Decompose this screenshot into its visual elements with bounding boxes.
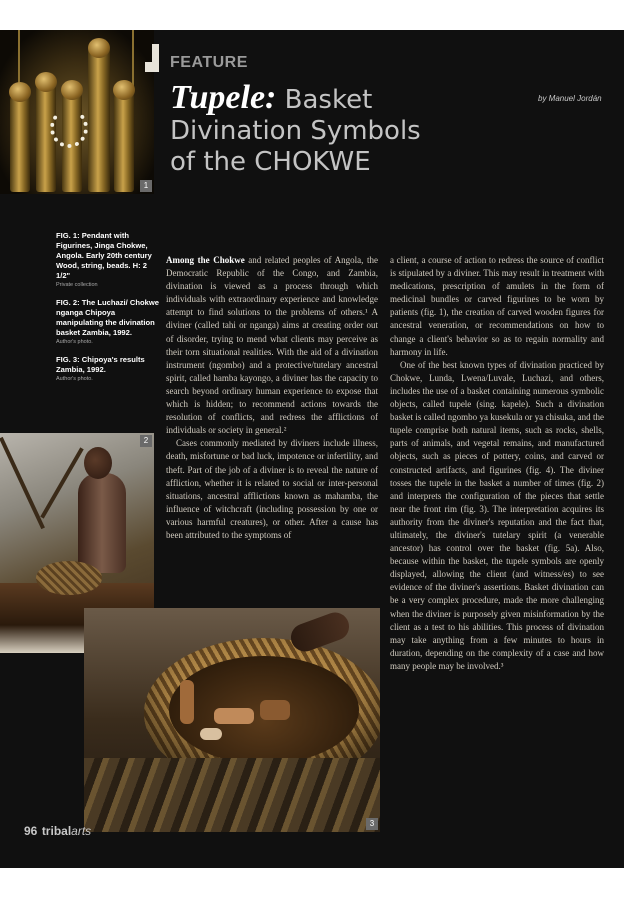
figurine-head-tall (88, 38, 110, 58)
figure-number-2: 2 (140, 435, 152, 447)
title-italic: Tupele: (170, 79, 277, 116)
figure-number-1: 1 (140, 180, 152, 192)
figurine-head-2 (35, 72, 57, 92)
figurine-tall (88, 42, 110, 192)
magazine-page (0, 30, 624, 868)
cord-left (18, 30, 20, 90)
tupele-object (214, 708, 254, 724)
stick (0, 437, 45, 529)
title-rest: Basket (284, 85, 373, 115)
caption-fig3: FIG. 3: Chipoya's results Zambia, 1992. Author's photo. (56, 355, 145, 382)
diviner-figure (78, 473, 126, 573)
figurine-1 (10, 92, 30, 192)
feature-bar-icon (152, 44, 159, 72)
paragraph: One of the best known types of divination practiced by Chokwe, Lunda, Lwena/Luvale, Luchazi, and others, includes the use of a basket containing numerous symbolic objects, called tupele (sing. kapele). Such a divination basket is called ngombo ya kusekula or ya chisuka, and the tupele comprise both natural items, such as rocks, shells, parts of animals, and vegetal remains, and manufactured objects, such as pieces of pottery, coins, and carved or constructed artifacts, and figurines (fig. 4). The diviner tosses the tupele in the basket a number of times (fig. 2) and interprets the configuration of the pieces that settle near the front rim (fig. 3). The interpretation acquires its authority from the diviner's reputation and the fact that, ultimately, the diviner's tutelary spirit (a venerable ancestor) has control over the basket (fig. 5a). Also, because within the basket, the tupele symbols are openly displayed, allowing the client (and witness/es) to see evidence of the diviner's assertions. Basket divination can be a very complex procedure, made the more challenging when the diviner is purposely given misinformation by the client as a test to his abilities. This process of divination may take anything from a few minutes to hours in duration, depending on the complexity of a case and how many people may be involved.³ (390, 359, 604, 671)
byline: by Manuel Jordán (538, 94, 602, 103)
tupele-object (200, 728, 222, 740)
diviner-head (84, 447, 112, 479)
magazine-name: tribal (41, 824, 72, 838)
page-number: 96 (24, 824, 38, 838)
caption-fig2: FIG. 2: The Luchazi/ Chokwe nganga Chipoya manipulating the divination basket Zambia, 1992. Author's photo. (56, 298, 159, 345)
tupele-figurine (180, 680, 194, 724)
cord-right (132, 30, 134, 90)
figurine-head-1 (9, 82, 31, 102)
figurine-head-3 (61, 80, 83, 100)
figurine-5 (114, 88, 134, 192)
basket-photo (84, 608, 380, 832)
article-column-2 (390, 254, 604, 673)
bead-necklace (50, 108, 88, 148)
divination-basket (36, 561, 102, 595)
title-line-3: of the CHOKWE (170, 147, 371, 177)
section-label: FEATURE (170, 54, 248, 71)
captions (56, 231, 160, 392)
article-column-1 (166, 254, 378, 542)
article-title (170, 79, 450, 178)
lead-in: Among the Chokwe (166, 255, 245, 265)
feature-bar-icon-small (145, 62, 152, 72)
paragraph: Cases commonly mediated by diviners include illness, death, misfortune or bad luck, impotence or infertility, and theft. Part of the job of a diviner is to reveal the nature of affliction, whether it is related to social or inter-personal situations, ancestral afflictions known as mahamba, the influence of witchcraft (including possession by one or various harmful creatures), or other. After a cause has been attributed to the symptoms of (166, 438, 378, 540)
title-line-2: Divination Symbols (170, 116, 421, 146)
caption-fig1: FIG. 1: Pendant with Figurines, Jinga Chokwe, Angola. Early 20th century Wood, string, beads. H: 2 1/2" Private collection (56, 231, 152, 288)
pendant-photo (0, 30, 154, 194)
page-footer (24, 822, 91, 840)
magazine-name-italic: arts (71, 824, 92, 838)
tupele-object (260, 700, 290, 720)
paragraph: a client, a course of action to redress the source of conflict is stipulated by a diviner. This may result in treatment with medications, prescription of amulets in the form of medicinal bundles or carved figurines to be worn by patients (fig. 1), the creation of carved wooden figures for ancestral veneration, or recommendations on how to change a client's behavior so as to regain normality and harmony in life. (390, 255, 604, 357)
figurine-head-5 (113, 80, 135, 100)
paragraph: and related peoples of Angola, the Democratic Republic of the Congo, and Zambia, divination is viewed as a process through which individuals with extraordinary experience and knowledge attempt to find solutions to the problems of others.¹ A diviner (called tahi or nganga) aims at creating order out of disorder, trying to mend what clients may perceive as their torn situational realities. With the aid of a divination instrument (ngombo) and a protective/tutelary ancestral spirit, called hamba kayongo, a diviner has the capacity to search beyond ordinary human experience to expose that which is hidden; to recommend actions towards the resolution of conflicts, and redress the afflictions of individuals or society in general.² (166, 255, 378, 436)
leaves (84, 758, 380, 832)
figure-number-3: 3 (366, 818, 378, 830)
